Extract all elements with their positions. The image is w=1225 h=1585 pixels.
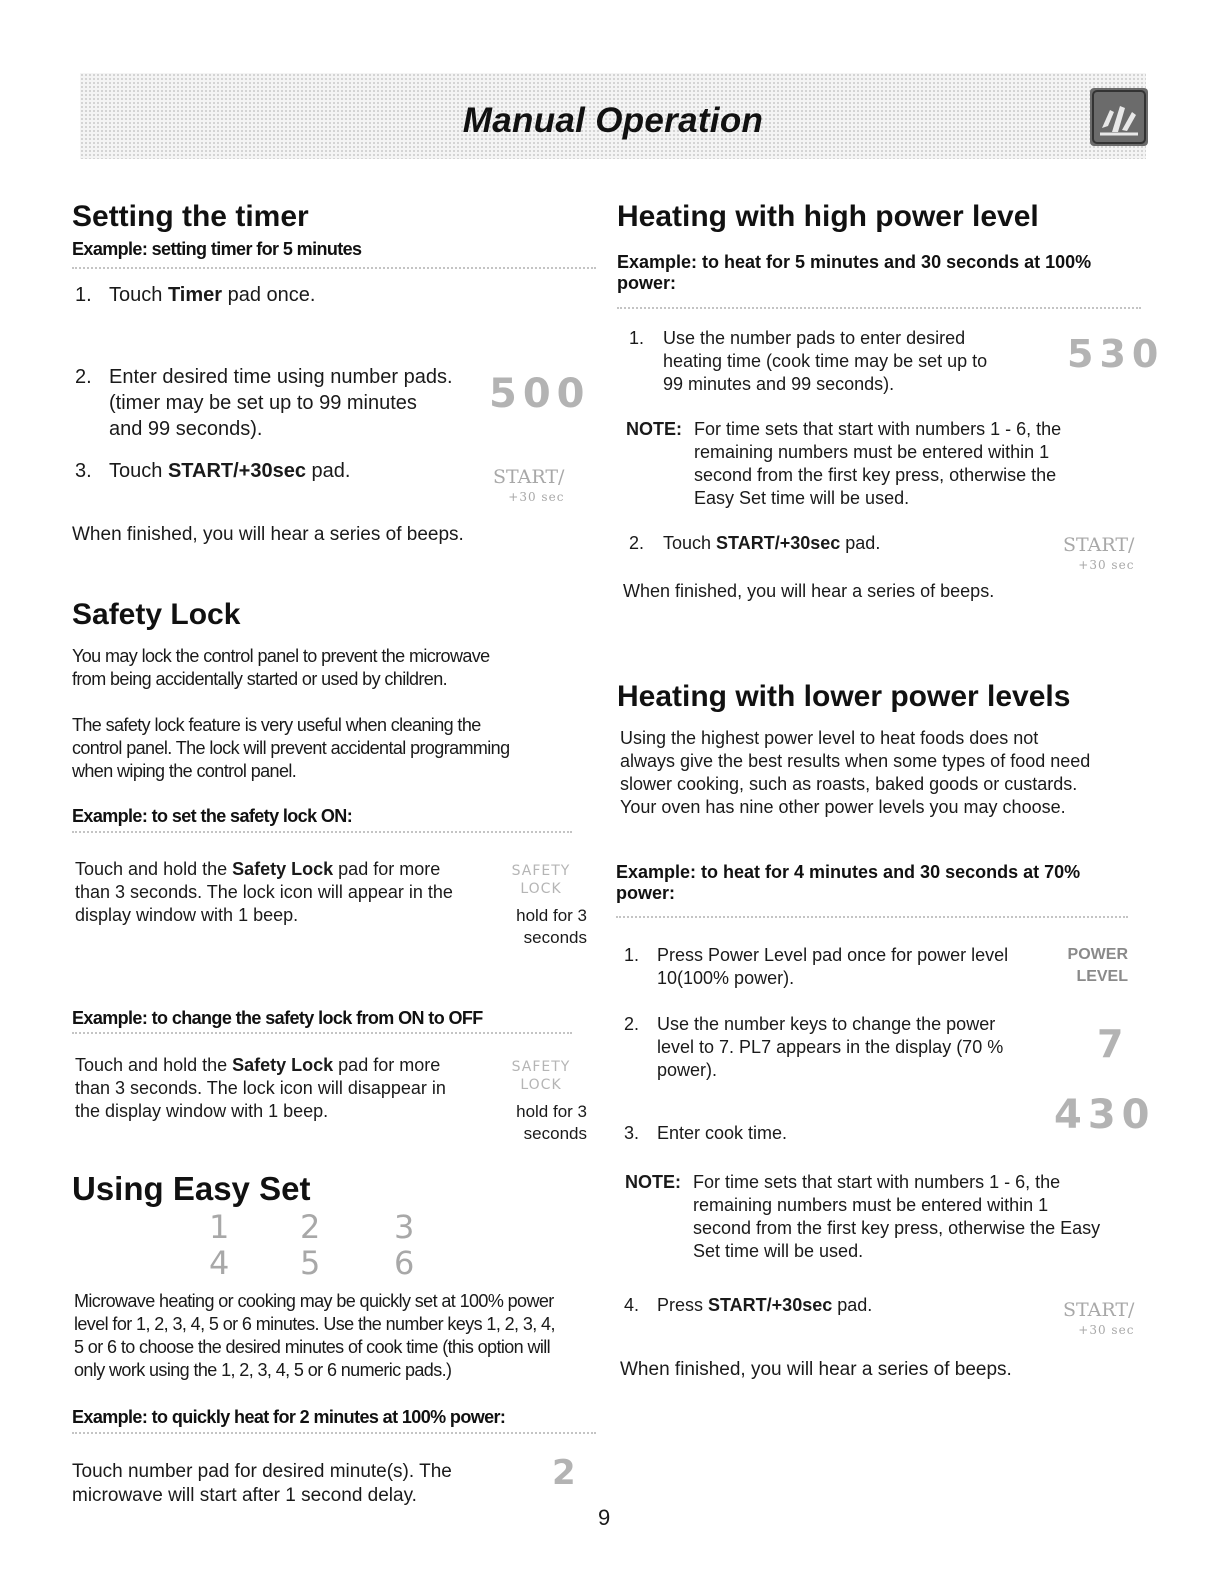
safety-example-off: Example: to change the safety lock from ON to OFF: [72, 1008, 483, 1028]
step-text: pad.: [832, 1295, 873, 1315]
text: pad for more: [333, 1055, 441, 1075]
lower-step-4: [624, 1294, 872, 1317]
safety-lock-pad-name: Safety Lock: [232, 859, 334, 879]
hold-instruction: [490, 905, 587, 949]
note-line: For time sets that start with numbers 1 - 6, the: [694, 419, 1062, 439]
divider: [72, 1032, 572, 1034]
start-pad-icon: [1063, 1300, 1134, 1340]
note-line: remaining numbers must be entered within 1: [693, 1195, 1049, 1215]
hold-line: seconds: [523, 928, 587, 947]
safety-heading: Safety Lock: [72, 598, 241, 631]
start-pad-sub: +30 sec: [1078, 558, 1135, 572]
example-line: power:: [616, 883, 676, 903]
text-line: the display window with 1 beep.: [75, 1101, 329, 1121]
hold-instruction: [490, 1101, 587, 1145]
note-line: remaining numbers must be entered within 1: [694, 442, 1050, 462]
text: Touch and hold the: [75, 859, 233, 879]
para-line: You may lock the control panel to prevent the microwave: [72, 646, 490, 666]
step-line: heating time (cook time may be set up to: [663, 351, 988, 371]
note-line: second from the first key press, otherwise the Easy: [693, 1218, 1101, 1238]
note-line: Set time will be used.: [693, 1241, 864, 1261]
step-text: pad once.: [222, 284, 316, 306]
para-line: always give the best results when some types of food need: [620, 751, 1091, 771]
para-line: only work using the 1, 2, 3, 4, 5 or 6 numeric pads.): [74, 1360, 452, 1380]
lower-note: [625, 1171, 1100, 1263]
easy-set-para: [74, 1290, 555, 1382]
pad-label: SAFETY: [511, 863, 571, 879]
para-line: Your oven has nine other power levels you may choose.: [620, 797, 1066, 817]
step-text: Press: [657, 1295, 709, 1315]
lower-finished: When finished, you will hear a series of beeps.: [620, 1359, 1012, 1380]
step-line: Use the number keys to change the power: [657, 1014, 996, 1034]
high-finished: When finished, you will hear a series of beeps.: [623, 581, 995, 601]
lower-step-3: [624, 1122, 787, 1145]
text: pad for more: [333, 859, 441, 879]
easy-digit-3: 3: [394, 1208, 415, 1246]
timer-step-2: [75, 364, 453, 442]
note-label: NOTE:: [626, 419, 682, 439]
step-number: 3.: [624, 1123, 640, 1143]
step-text: Touch: [109, 284, 168, 306]
step-number: 3.: [75, 460, 92, 482]
timer-pad-name: Timer: [167, 284, 223, 306]
para-line: The safety lock feature is very useful when cleaning the: [72, 715, 481, 735]
start-pad-name: START/+30sec: [167, 460, 306, 482]
safety-para-2: [72, 714, 510, 783]
para-line: Microwave heating or cooking may be quickly set at 100% power: [74, 1291, 554, 1311]
divider: [617, 307, 1141, 309]
text-line: Touch number pad for desired minute(s). The: [72, 1461, 452, 1482]
divider: [616, 916, 1128, 918]
note-label: NOTE:: [625, 1172, 681, 1192]
step-number: 1.: [629, 328, 645, 348]
divider: [72, 267, 596, 269]
step-text: Enter cook time.: [657, 1123, 788, 1143]
display-500: 500: [489, 371, 591, 417]
step-number: 1.: [624, 945, 640, 965]
step-number: 2.: [75, 366, 92, 388]
lower-step-1: [624, 944, 1008, 990]
step-line: Press Power Level pad once for power level: [657, 945, 1009, 965]
timer-example: Example: setting timer for 5 minutes: [72, 239, 362, 259]
text-line: than 3 seconds. The lock icon will disappear in: [75, 1078, 446, 1098]
display-7: 7: [1097, 1022, 1130, 1066]
para-line: level for 1, 2, 3, 4, 5 or 6 minutes. Use the number keys 1, 2, 3, 4,: [74, 1314, 555, 1334]
text-line: than 3 seconds. The lock icon will appear in the: [75, 882, 453, 902]
display-530: 530: [1067, 332, 1165, 376]
easy-digit-5: 5: [300, 1244, 321, 1282]
high-power-example: [617, 252, 1091, 294]
para-line: Using the highest power level to heat foods does not: [620, 728, 1039, 748]
lower-step-2: [624, 1013, 1003, 1082]
start-pad-icon: [1063, 535, 1134, 575]
step-line: level to 7. PL7 appears in the display (70 %: [657, 1037, 1004, 1057]
page-number: 9: [598, 1505, 611, 1530]
safety-on-instructions: [75, 858, 453, 927]
divider: [72, 831, 572, 833]
text-line: microwave will start after 1 second delay.: [72, 1485, 417, 1506]
step-text: pad.: [840, 533, 881, 553]
pad-label: SAFETY: [511, 1059, 571, 1075]
step-line: Use the number pads to enter desired: [663, 328, 966, 348]
text-line: display window with 1 beep.: [75, 905, 299, 925]
power-level-pad-icon: [1060, 944, 1128, 988]
step-line: and 99 seconds).: [109, 418, 263, 440]
display-2: 2: [552, 1453, 582, 1493]
easy-set-heading: Using Easy Set: [72, 1170, 311, 1207]
step-text: Touch: [109, 460, 168, 482]
start-pad-label: START/: [1063, 534, 1135, 556]
hands-icon: [1090, 88, 1148, 146]
text: Touch and hold the: [75, 1055, 233, 1075]
para-line: when wiping the control panel.: [72, 761, 297, 781]
pad-label: LEVEL: [1076, 968, 1128, 985]
lower-power-heading: Heating with lower power levels: [617, 680, 1071, 713]
high-note: [626, 418, 1061, 510]
page-banner: [80, 73, 1146, 159]
easy-digit-1: 1: [209, 1208, 230, 1246]
start-pad-label: START/: [493, 466, 565, 488]
example-line: power:: [617, 273, 677, 293]
easy-set-example: Example: to quickly heat for 2 minutes at 100% power:: [72, 1407, 506, 1427]
para-line: from being accidentally started or used by children.: [72, 669, 448, 689]
high-step-2: [629, 532, 880, 555]
step-line: Enter desired time using number pads.: [109, 366, 453, 388]
safety-para-1: [72, 645, 490, 691]
step-text: Touch: [663, 533, 717, 553]
note-line: For time sets that start with numbers 1 - 6, the: [693, 1172, 1061, 1192]
easy-digit-4: 4: [209, 1244, 230, 1282]
timer-step-3: [75, 458, 350, 484]
safety-lock-pad-icon: [509, 862, 573, 898]
hold-line: seconds: [523, 1124, 587, 1143]
pad-label: LOCK: [520, 1077, 562, 1093]
timer-heading: Setting the timer: [72, 200, 309, 233]
start-pad-name: START/+30sec: [708, 1295, 833, 1315]
step-line: 99 minutes and 99 seconds).: [663, 374, 895, 394]
start-pad-sub: +30 sec: [508, 490, 565, 504]
start-pad-name: START/+30sec: [716, 533, 841, 553]
step-number: 2.: [624, 1014, 640, 1034]
start-pad-sub: +30 sec: [1078, 1323, 1135, 1337]
note-line: Easy Set time will be used.: [694, 488, 910, 508]
example-line: Example: to heat for 5 minutes and 30 seconds at 100%: [617, 252, 1092, 272]
easy-set-touch: [72, 1460, 452, 1508]
hold-line: hold for 3: [516, 906, 587, 925]
step-text: pad.: [305, 460, 351, 482]
para-line: 5 or 6 to choose the desired minutes of cook time (this option will: [74, 1337, 551, 1357]
safety-lock-pad-icon: [509, 1058, 573, 1094]
display-430: 430: [1054, 1092, 1156, 1138]
start-pad-label: START/: [1063, 1299, 1135, 1321]
lower-power-example: [616, 862, 1080, 904]
step-number: 1.: [75, 284, 92, 306]
safety-example-on: Example: to set the safety lock ON:: [72, 806, 353, 826]
easy-digit-2: 2: [300, 1208, 321, 1246]
example-line: Example: to heat for 4 minutes and 30 seconds at 70%: [616, 862, 1081, 882]
para-line: slower cooking, such as roasts, baked goods or custards.: [620, 774, 1078, 794]
pad-label: LOCK: [520, 881, 562, 897]
pad-label: POWER: [1067, 946, 1128, 963]
step-line: (timer may be set up to 99 minutes: [109, 392, 417, 414]
high-step-1: [629, 327, 987, 396]
step-number: 4.: [624, 1295, 640, 1315]
high-power-heading: Heating with high power level: [617, 200, 1039, 233]
lower-power-para: [620, 727, 1090, 819]
hold-line: hold for 3: [516, 1102, 587, 1121]
start-pad-icon: [493, 467, 564, 507]
timer-step-1: [75, 282, 315, 308]
banner-title: Manual Operation: [462, 101, 764, 140]
step-number: 2.: [629, 533, 645, 553]
safety-off-instructions: [75, 1054, 446, 1123]
para-line: control panel. The lock will prevent accidental programming: [72, 738, 510, 758]
step-line: power).: [657, 1060, 718, 1080]
step-line: 10(100% power).: [657, 968, 795, 988]
easy-digit-6: 6: [394, 1244, 415, 1282]
timer-finished: When finished, you will hear a series of beeps.: [72, 524, 464, 545]
note-line: second from the first key press, otherwise the: [694, 465, 1057, 485]
safety-lock-pad-name: Safety Lock: [232, 1055, 334, 1075]
divider: [72, 1432, 596, 1434]
